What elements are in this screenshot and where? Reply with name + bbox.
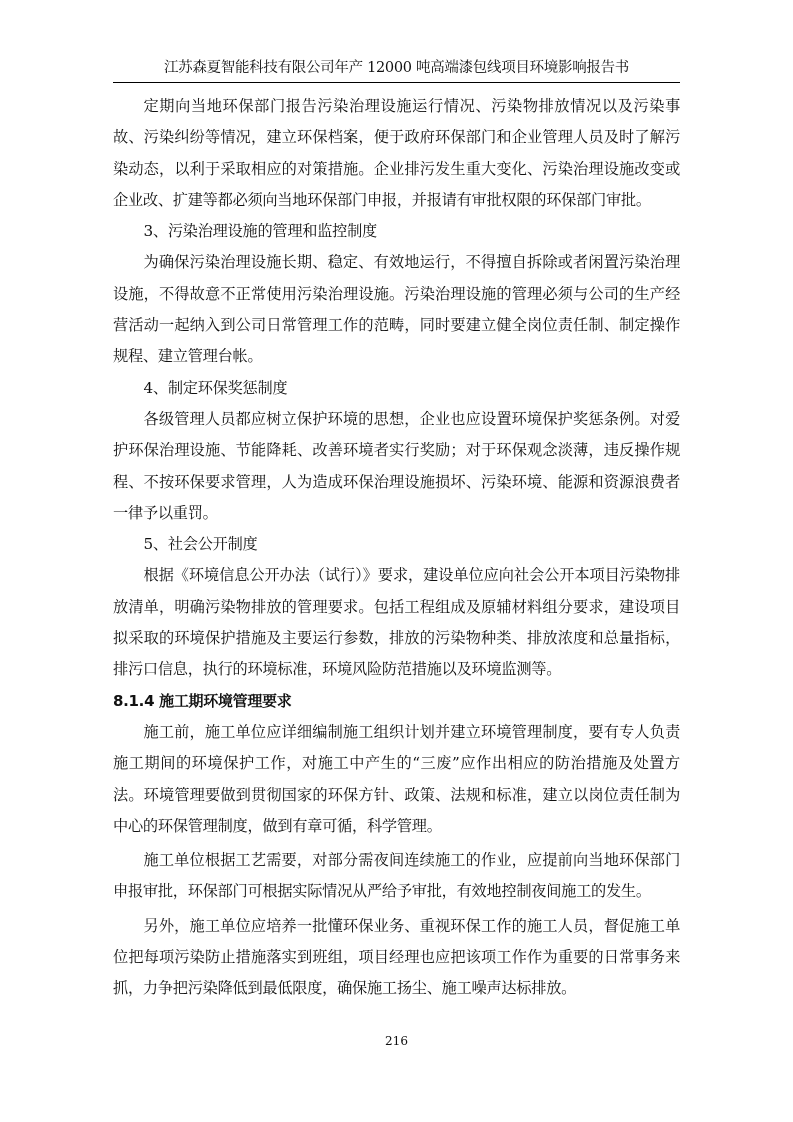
header-divider [113, 82, 680, 83]
paragraph-construction-plan: 施工前，施工单位应详细编制施工组织计划并建立环境管理制度，要有专人负责施工期间的环境保护工作，对施工中产生的“三废”应作出相应的防治措施及处置方法。环境管理要做到贯彻国家的环保方针、政策、法规和标准，建立以岗位责任制为中心的环保管理制度，做到有章可循，科学管理。 [113, 722, 680, 835]
paragraph-night-construction: 施工单位根据工艺需要，对部分需夜间连续施工的作业，应提前向当地环保部门申报审批，环保部门可根据实际情况从严给予审批，有效地控制夜间施工的发生。 [113, 851, 680, 901]
item-3-title: 3、污染治理设施的管理和监控制度 [143, 222, 377, 241]
paragraph-staff-training: 另外，施工单位应培养一批懂环保业务、重视环保工作的施工人员，督促施工单位把每项污染防止措施落实到班组，项目经理也应把该项工作作为重要的日常事务来抓，力争把污染降低到最低限度，确保施工扬尘、施工噪声达标排放。 [113, 916, 680, 998]
paragraph-report-archive: 定期向当地环保部门报告污染治理设施运行情况、污染物排放情况以及污染事故、污染纠纷等情况，建立环保档案，便于政府环保部门和企业管理人员及时了解污染动态，以利于采取相应的对策措施。企业排污发生重大变化、污染治理设施改变或企业改、扩建等都必须向当地环保部门申报，并报请有审批权限的环保部门审批。 [113, 97, 680, 209]
item-5-title: 5、社会公开制度 [143, 535, 258, 554]
paragraph-rewards-penalties: 各级管理人员都应树立保护环境的思想，企业也应设置环境保护奖惩条例。对爱护环保治理设施、节能降耗、改善环境者实行奖励；对于环保观念淡薄，违反操作规程、不按环保要求管理，人为造成环保治理设施损坏、污染环境、能源和资源浪费者一律予以重罚。 [113, 409, 680, 522]
paragraph-public-disclosure: 根据《环境信息公开办法（试行）》要求，建设单位应向社会公开本项目污染物排放清单，明确污染物排放的管理要求。包括工程组成及原辅材料组分要求，建设项目拟采取的环境保护措施及主要运行参数，排放的污染物种类、排放浓度和总量指标，排污口信息，执行的环境标准，环境风险防范措施以及环境监测等。 [113, 566, 680, 679]
page-number: 216 [385, 1034, 408, 1048]
document-body [113, 91, 680, 1005]
page-header-title: 江苏森夏智能科技有限公司年产 12000 吨高端漆包线项目环境影响报告书 [163, 60, 630, 76]
item-4-title: 4、制定环保奖惩制度 [143, 378, 288, 397]
section-heading-8-1-4: 8.1.4 施工期环境管理要求 [113, 691, 292, 710]
paragraph-facility-management: 为确保污染治理设施长期、稳定、有效地运行，不得擅自拆除或者闲置污染治理设施，不得故意不正常使用污染治理设施。污染治理设施的管理必须与公司的生产经营活动一起纳入到公司日常管理工作的范畴，同时要建立健全岗位责任制、制定操作规程、建立管理台帐。 [113, 253, 680, 366]
